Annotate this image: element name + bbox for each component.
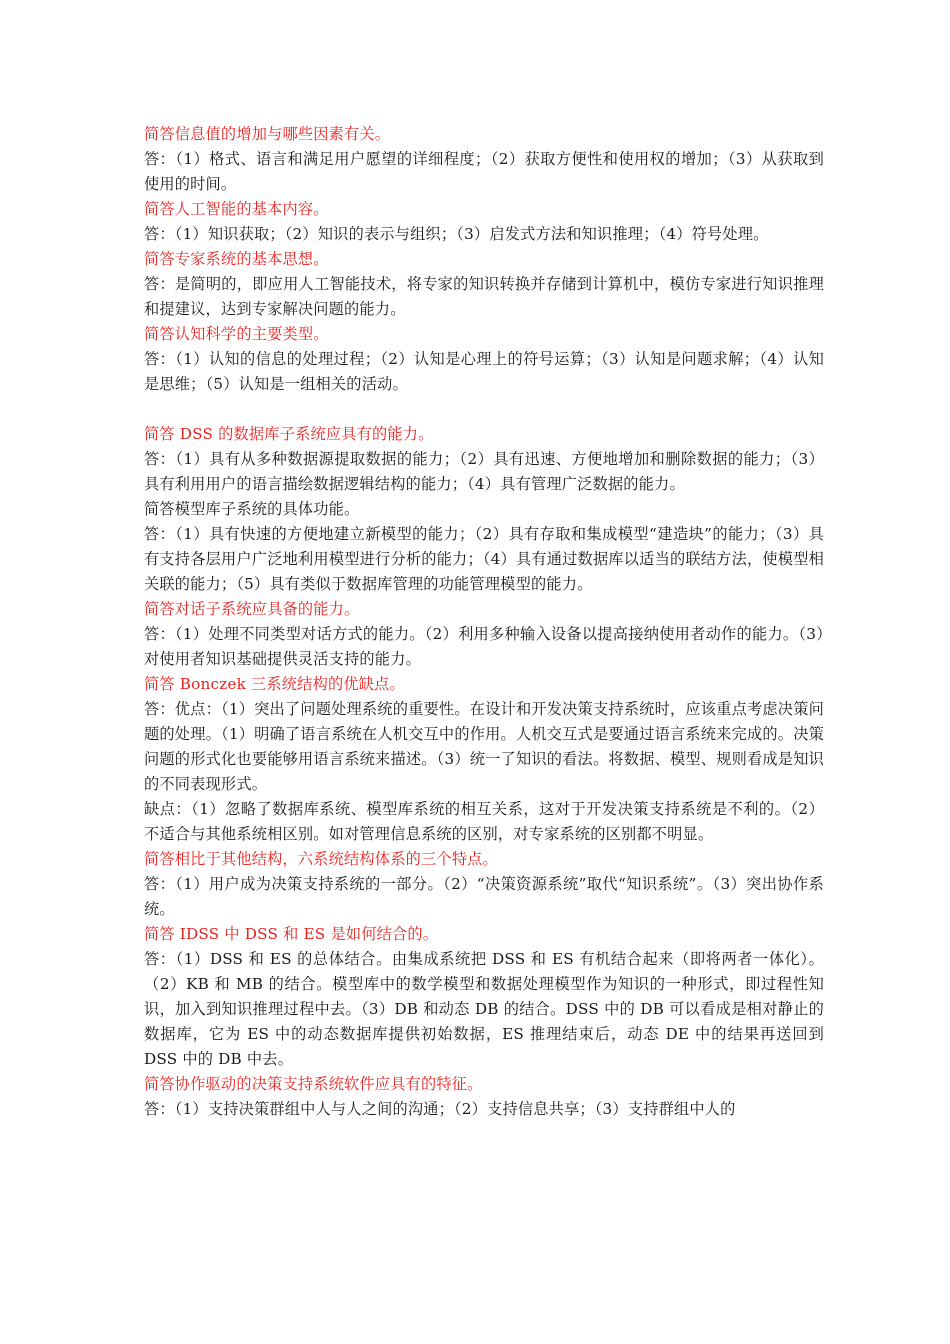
question-heading: 简答专家系统的基本思想。 (144, 250, 329, 268)
answer-paragraph: 答：（1）支持决策群组中人与人之间的沟通；（2）支持信息共享；（3）支持群组中人的 (144, 1100, 736, 1118)
question-heading: 简答相比于其他结构，六系统结构体系的三个特点。 (144, 850, 498, 868)
answer-paragraph: 答：（1）处理不同类型对话方式的能力。（2）利用多种输入设备以提高接纳使用者动作的能力。（3）对使用者知识基础提供灵活支持的能力。 (144, 625, 824, 668)
question-heading: 简答 IDSS 中 DSS 和 ES 是如何结合的。 (144, 925, 439, 943)
answer-paragraph: 答：（1）知识获取；（2）知识的表示与组织；（3）启发式方法和知识推理；（4）符号处理。 (144, 225, 769, 243)
question-heading: 简答对话子系统应具备的能力。 (144, 600, 360, 618)
question-heading: 简答 Bonczek 三系统结构的优缺点。 (144, 675, 405, 693)
answer-paragraph: 答：（1）用户成为决策支持系统的一部分。（2）“决策资源系统”取代“知识系统”。（3）突出协作系统。 (144, 875, 824, 918)
question-heading: 简答人工智能的基本内容。 (144, 200, 329, 218)
answer-paragraph: 答：（1）格式、语言和满足用户愿望的详细程度；（2）获取方便性和使用权的增加；（3）从获取到使用的时间。 (144, 150, 824, 193)
blank-line (144, 397, 824, 422)
answer-paragraph: 答：是简明的，即应用人工智能技术，将专家的知识转换并存储到计算机中，模仿专家进行知识推理和提建议，达到专家解决问题的能力。 (144, 275, 824, 318)
question-heading-plain: 简答模型库子系统的具体功能。 (144, 500, 360, 518)
question-heading: 简答认知科学的主要类型。 (144, 325, 329, 343)
answer-paragraph: 答：优点：（1）突出了问题处理系统的重要性。在设计和开发决策支持系统时，应该重点考虑决策问题的处理。（1）明确了语言系统在人机交互中的作用。人机交互式是要通过语言系统来完成的。决策问题的形式化也要能够用语言系统来描述。（3）统一了知识的看法。将数据、模型、规则看成是知识的不同表现形式。 (144, 700, 824, 793)
question-heading: 简答信息值的增加与哪些因素有关。 (144, 125, 391, 143)
answer-paragraph: 答：（1）具有快速的方便地建立新模型的能力；（2）具有存取和集成模型“建造块”的能力；（3）具有支持各层用户广泛地利用模型进行分析的能力；（4）具有通过数据库以适当的联结方法，使模型相关联的能力；（5）具有类似于数据库管理的功能管理模型的能力。 (144, 525, 824, 593)
answer-paragraph: 答：（1）DSS 和 ES 的总体结合。由集成系统把 DSS 和 ES 有机结合起来（即将两者一体化）。（2）KB 和 MB 的结合。模型库中的数学模型和数据处理模型作为知识的一种形式，即过程性知识，加入到知识推理过程中去。（3）DB 和动态 DB 的结合。DSS 中的 DB 可以看成是相对静止的数据库，它为 ES 中的动态数据库提供初始数据，ES 推理结束后，动态 DE 中的结果再送回到 DSS 中的 DB 中去。 (144, 950, 824, 1068)
answer-paragraph: 缺点：（1）忽略了数据库系统、模型库系统的相互关系，这对于开发决策支持系统是不利的。（2）不适合与其他系统相区别。如对管理信息系统的区别，对专家系统的区别都不明显。 (144, 800, 824, 843)
question-heading: 简答协作驱动的决策支持系统软件应具有的特征。 (144, 1075, 483, 1093)
question-heading: 简答 DSS 的数据库子系统应具有的能力。 (144, 425, 434, 443)
answer-paragraph: 答：（1）具有从多种数据源提取数据的能力；（2）具有迅速、方便地增加和删除数据的能力；（3）具有利用用户的语言描绘数据逻辑结构的能力；（4）具有管理广泛数据的能力。 (144, 450, 824, 493)
answer-paragraph: 答：（1）认知的信息的处理过程；（2）认知是心理上的符号运算；（3）认知是问题求解；（4）认知是思维；（5）认知是一组相关的活动。 (144, 350, 824, 393)
document-body (144, 122, 824, 1122)
